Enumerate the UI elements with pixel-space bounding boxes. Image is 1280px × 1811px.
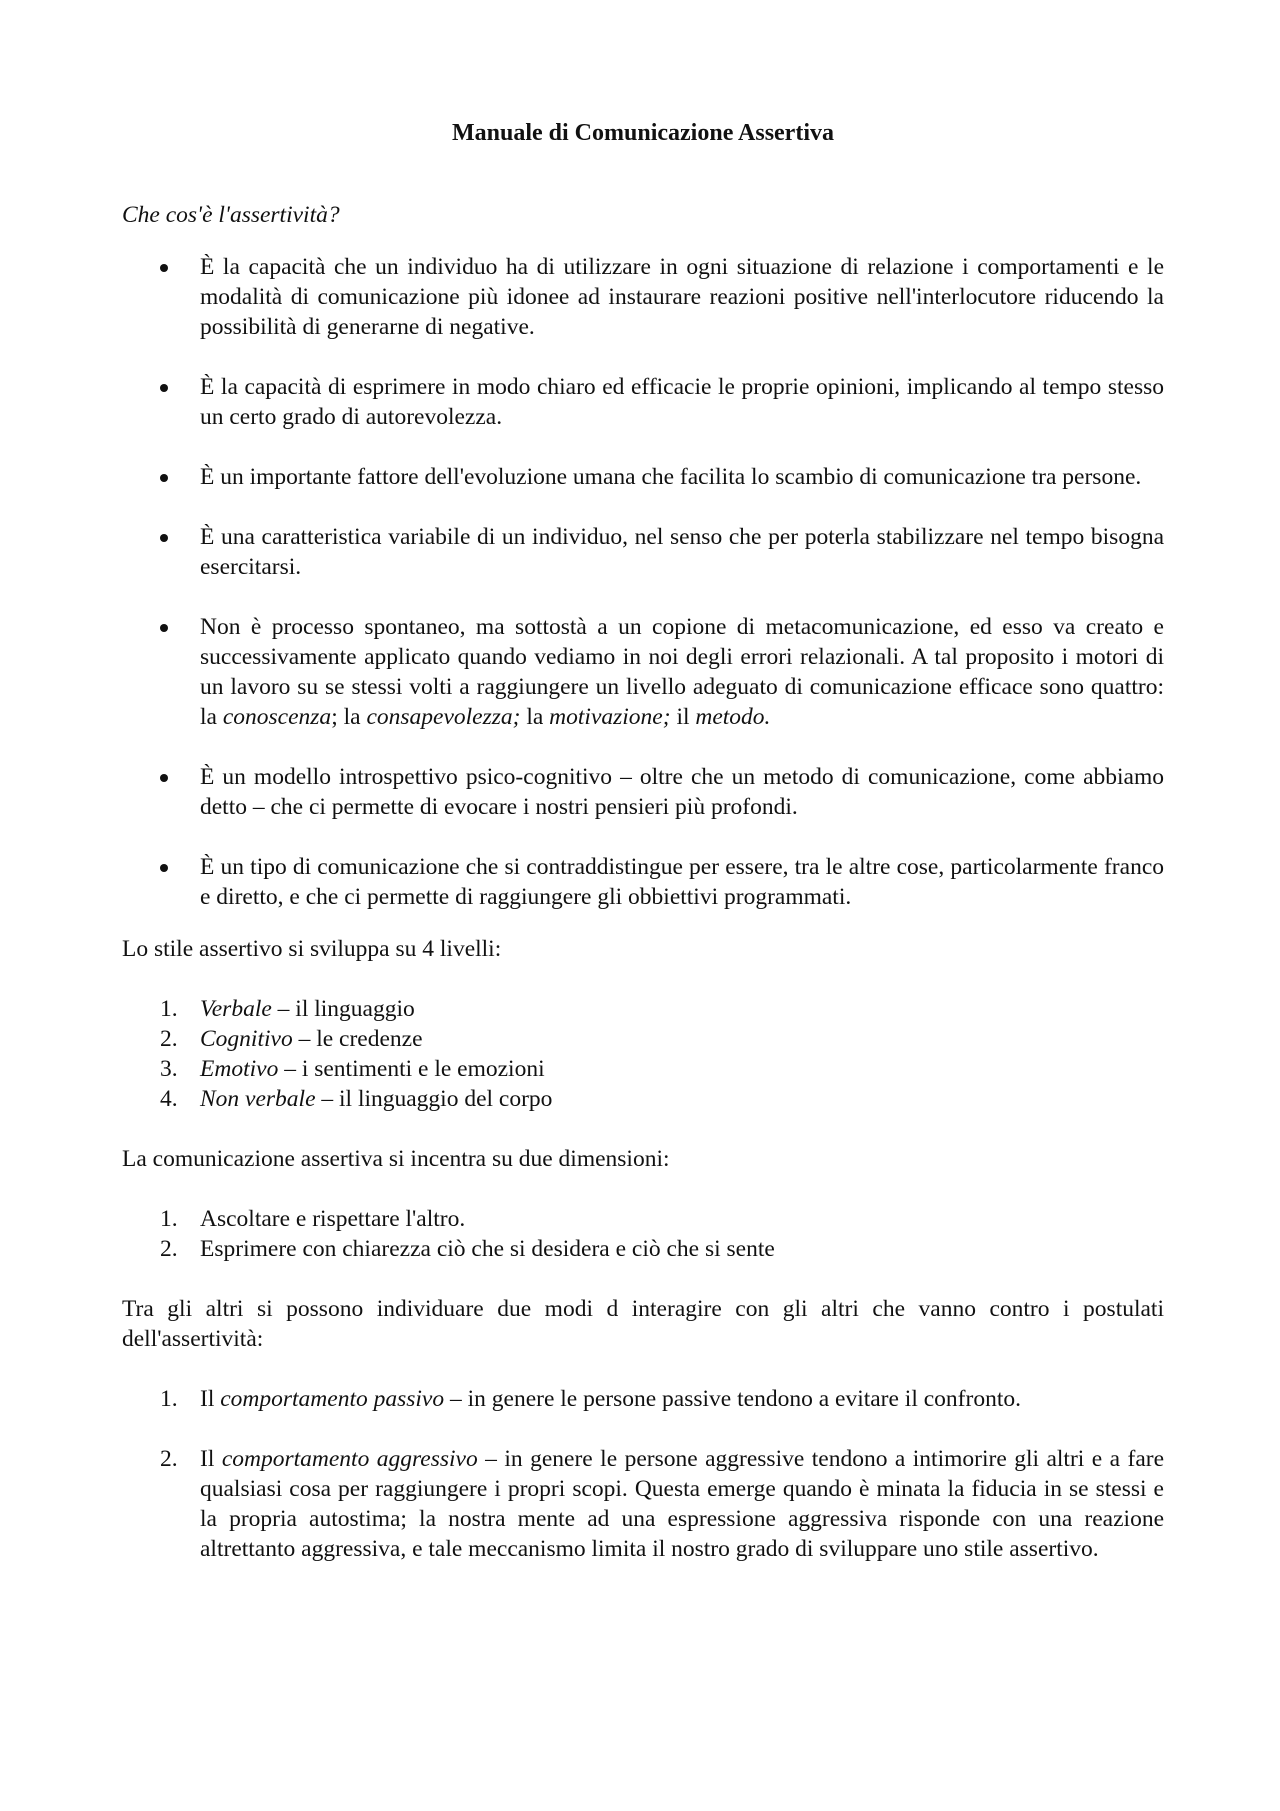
modes-list — [122, 1384, 1164, 1564]
levels-intro: Lo stile assertivo si sviluppa su 4 livelli: — [122, 936, 502, 962]
mode-prefix: Il — [200, 1386, 221, 1412]
bullet-dot-icon — [160, 384, 168, 392]
level-term: Verbale — [200, 996, 272, 1022]
list-item — [122, 1054, 1164, 1084]
levels-list — [122, 994, 1164, 1114]
list-item — [122, 1444, 1164, 1564]
list-number: 3. — [160, 1056, 178, 1082]
bullet-dot-icon — [160, 774, 168, 782]
mode-prefix: Il — [200, 1446, 222, 1472]
bullet-item — [122, 762, 1164, 822]
text-separator: ; la — [331, 704, 367, 730]
level-desc: – il linguaggio — [271, 996, 415, 1022]
list-number: 1. — [160, 1386, 178, 1412]
list-item — [122, 1204, 1164, 1234]
bullet-text: È la capacità di esprimere in modo chiaro ed efficacie le proprie opinioni, implicando al tempo stesso un certo grado di autorevolezza. — [200, 374, 1164, 430]
level-desc: – le credenze — [292, 1026, 423, 1052]
level-desc: – il linguaggio del corpo — [315, 1086, 553, 1112]
bullet-item — [122, 522, 1164, 582]
mode-term: comportamento aggressivo — [221, 1446, 478, 1472]
list-item — [122, 1234, 1164, 1264]
emphasis-term: motivazione; — [549, 704, 671, 730]
bullet-item — [122, 852, 1164, 912]
list-number: 1. — [160, 996, 178, 1022]
mode-desc: – in genere le persone aggressive tendono a intimorire gli altri e a fare qualsiasi cosa per raggiungere i propri scopi. Questa emerge quando è minata la fiducia in se stessi e la propria autostima; la nostra mente ad una espressione aggressiva risponde con una reazione altrettanto aggressiva, e tale meccanismo limita il nostro grado di sviluppare uno stile assertivo. — [200, 1446, 1165, 1562]
text-separator: il — [670, 704, 696, 730]
section-question: Che cos'è l'assertività? — [122, 202, 340, 228]
level-term: Cognitivo — [200, 1026, 293, 1052]
document-title: Manuale di Comunicazione Assertiva — [452, 120, 834, 146]
list-item — [122, 1024, 1164, 1054]
list-number: 2. — [160, 1446, 178, 1472]
bullet-text: È un tipo di comunicazione che si contraddistingue per essere, tra le altre cose, particolarmente franco e diretto, e che ci permette di raggiungere gli obbiettivi programmati. — [200, 854, 1164, 910]
text-separator: la — [520, 704, 550, 730]
emphasis-term: conoscenza — [222, 704, 332, 730]
bullet-item — [122, 252, 1164, 342]
list-item — [122, 994, 1164, 1024]
definition-bullet-list — [122, 252, 1164, 912]
mode-desc: – in genere le persone passive tendono a evitare il confronto. — [444, 1386, 1021, 1412]
modes-intro: Tra gli altri si possono individuare due modi d interagire con gli altri che vanno contro i postulati dell'assertività: — [122, 1296, 1164, 1352]
list-number: 4. — [160, 1086, 178, 1112]
dimensions-list — [122, 1204, 1164, 1264]
bullet-dot-icon — [160, 534, 168, 542]
bullet-dot-icon — [160, 264, 168, 272]
dimension-text: Esprimere con chiarezza ciò che si desidera e ciò che si sente — [200, 1236, 775, 1262]
dimensions-intro: La comunicazione assertiva si incentra su due dimensioni: — [122, 1146, 670, 1172]
mode-term: comportamento passivo — [220, 1386, 445, 1412]
list-number: 2. — [160, 1236, 178, 1262]
bullet-text: È un modello introspettivo psico-cognitivo – oltre che un metodo di comunicazione, come abbiamo detto – che ci permette di evocare i nostri pensieri più profondi. — [200, 764, 1164, 820]
emphasis-term: metodo. — [695, 704, 771, 730]
bullet-text: È un importante fattore dell'evoluzione umana che facilita lo scambio di comunicazione tra persone. — [200, 464, 1142, 490]
bullet-item — [122, 462, 1164, 492]
bullet-dot-icon — [160, 474, 168, 482]
list-item — [122, 1084, 1164, 1114]
bullet-item — [122, 372, 1164, 432]
list-number: 2. — [160, 1026, 178, 1052]
level-term: Non verbale — [200, 1086, 316, 1112]
bullet-text: È una caratteristica variabile di un individuo, nel senso che per poterla stabilizzare nel tempo bisogna esercitarsi. — [200, 524, 1164, 580]
bullet-dot-icon — [160, 864, 168, 872]
list-number: 1. — [160, 1206, 178, 1232]
dimension-text: Ascoltare e rispettare l'altro. — [200, 1206, 466, 1232]
bullet-text: È la capacità che un individuo ha di utilizzare in ogni situazione di relazione i comportamenti e le modalità di comunicazione più idonee ad instaurare reazioni positive nell'interlocutore riducendo la possibilità di generarne di negative. — [200, 254, 1164, 340]
bullet-text: Non è processo spontaneo, ma sottostà a un copione di metacomunicazione, ed esso va creato e successivamente applicato quando vediamo in noi degli errori relazionali. A tal proposito i motori di un lavoro su se stessi volti a raggiungere un livello adeguato di comunicazione efficace sono quattro: la — [200, 614, 1164, 730]
level-desc: – i sentimenti e le emozioni — [278, 1056, 545, 1082]
level-term: Emotivo — [200, 1056, 279, 1082]
bullet-item — [122, 612, 1164, 732]
list-item — [122, 1384, 1164, 1414]
emphasis-term: consapevolezza; — [366, 704, 521, 730]
bullet-dot-icon — [160, 624, 168, 632]
